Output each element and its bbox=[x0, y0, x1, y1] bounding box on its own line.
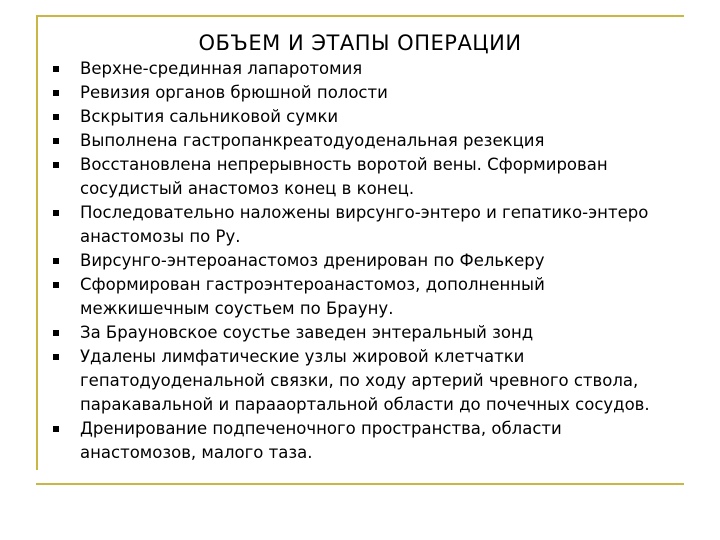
square-bullet-icon bbox=[53, 330, 59, 336]
list-item-text: За Брауновское соустье заведен энтеральный зонд bbox=[80, 323, 534, 342]
square-bullet-icon bbox=[53, 138, 59, 144]
list-item-text: Вирсунго-энтероанастомоз дренирован по Фелькеру bbox=[80, 251, 545, 270]
list-item bbox=[50, 417, 700, 465]
list-item-text: Верхне-срединная лапаротомия bbox=[80, 59, 363, 78]
list-item bbox=[50, 105, 700, 129]
list-item bbox=[50, 249, 700, 273]
frame-left-line bbox=[36, 15, 38, 470]
list-item-text: Выполнена гастропанкреатодуоденальная резекция bbox=[80, 131, 545, 150]
square-bullet-icon bbox=[53, 90, 59, 96]
list-item-text: Восстановлена непрерывность воротой вены. Сформирован сосудистый анастомоз конец в конец. bbox=[80, 155, 608, 198]
square-bullet-icon bbox=[53, 426, 59, 432]
square-bullet-icon bbox=[53, 282, 59, 288]
list-item bbox=[50, 345, 700, 417]
list-item-text: Ревизия органов брюшной полости bbox=[80, 83, 388, 102]
list-item-text: Сформирован гастроэнтероанастомоз, дополненный межкишечным соустьем по Брауну. bbox=[80, 275, 545, 318]
square-bullet-icon bbox=[53, 354, 59, 360]
square-bullet-icon bbox=[53, 66, 59, 72]
list-item-text: Дренирование подпеченочного пространства, области анастомозов, малого таза. bbox=[80, 419, 562, 462]
list-item-text: Вскрытия сальниковой сумки bbox=[80, 107, 339, 126]
list-item-text: Удалены лимфатические узлы жировой клетчатки гепатодуоденальной связки, по ходу артерий чревного ствола, паракавальной и парааортальной области до почечных сосудов. bbox=[80, 347, 650, 414]
operation-steps-list bbox=[50, 57, 700, 465]
list-item bbox=[50, 153, 700, 201]
square-bullet-icon bbox=[53, 258, 59, 264]
list-item bbox=[50, 81, 700, 105]
frame-bottom-line bbox=[36, 483, 684, 485]
square-bullet-icon bbox=[53, 114, 59, 120]
list-item-text: Последовательно наложены вирсунго-энтеро и гепатико-энтеро анастомозы по Ру. bbox=[80, 203, 649, 246]
list-item bbox=[50, 129, 700, 153]
list-item bbox=[50, 57, 700, 81]
slide-title: ОБЪЕМ И ЭТАПЫ ОПЕРАЦИИ bbox=[198, 31, 522, 55]
square-bullet-icon bbox=[53, 162, 59, 168]
list-item bbox=[50, 321, 700, 345]
frame-top-line bbox=[36, 15, 684, 17]
list-item bbox=[50, 201, 700, 249]
square-bullet-icon bbox=[53, 210, 59, 216]
list-item bbox=[50, 273, 700, 321]
